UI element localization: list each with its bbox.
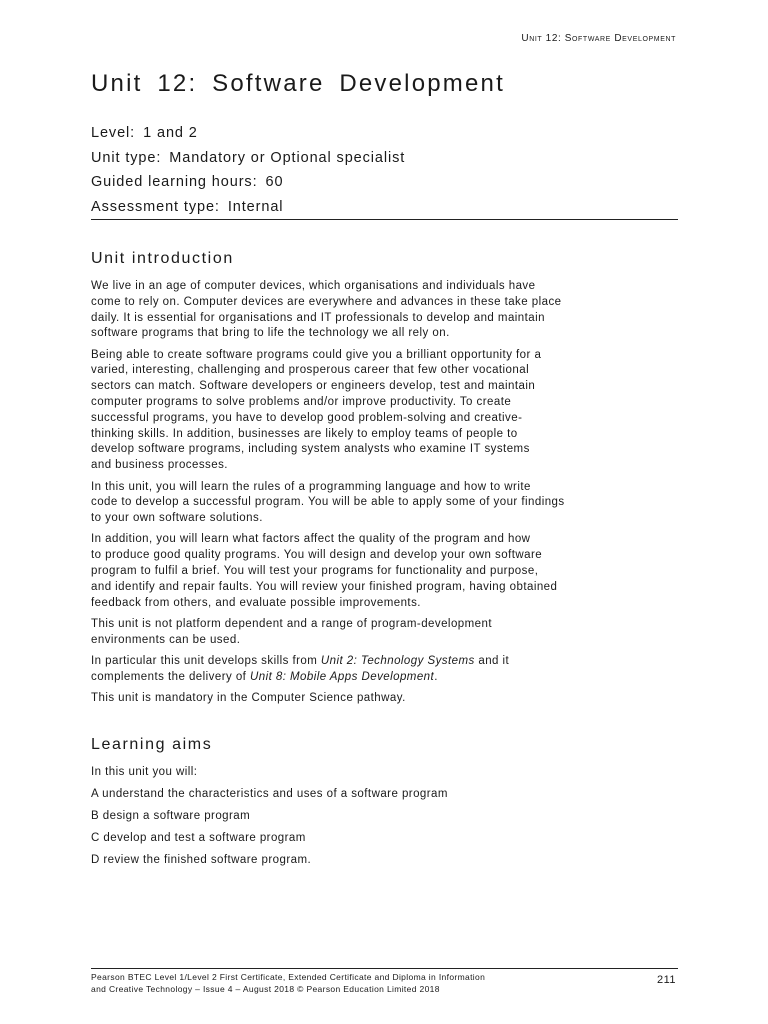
meta-value: Internal (227, 198, 284, 215)
intro-paragraph (91, 654, 681, 686)
text-line: successful programs, you have to develop good problem-solving and creative- (91, 411, 523, 424)
meta-value: 1 and 2 (143, 125, 198, 141)
learning-aim-item: B design a software program (91, 809, 251, 822)
intro-paragraph (91, 532, 681, 611)
text-line: We live in an age of computer devices, which organisations and individuals have (91, 280, 536, 292)
unit-introduction-heading: Unit introduction (91, 250, 234, 267)
footer-line: and Creative Technology – Issue 4 – August 2018 © Pearson Education Limited 2018 (91, 983, 440, 994)
unit-reference: Unit 2: Technology Systems (320, 655, 475, 668)
learning-aims-body (91, 765, 681, 875)
text-run: complements the delivery of (91, 670, 250, 683)
unit-meta-list (91, 124, 405, 222)
text-line: environments can be used. (91, 633, 241, 646)
text-line: In this unit, you will learn the rules of a programming language and how to write (91, 480, 531, 493)
text-line: to produce good quality programs. You will design and develop your own software (91, 549, 543, 562)
meta-unit-type (91, 149, 405, 174)
text-line (91, 670, 681, 686)
text-line: daily. It is essential for organisations and IT professionals to develop and maintain (91, 311, 545, 324)
learning-aim-item: A understand the characteristics and uses of a software program (91, 787, 448, 800)
text-line: program to fulfil a brief. You will test your programs for functionality and purpose, (91, 565, 539, 578)
text-run: and it (474, 655, 510, 668)
text-line (91, 654, 681, 670)
text-line: and business processes. (91, 459, 228, 472)
text-line: thinking skills. In addition, businesses are likely to employ teams of people to (91, 427, 518, 440)
meta-label: Unit type: (91, 149, 162, 166)
running-header: Unit 12: Software Development (521, 33, 676, 44)
footer-line: Pearson BTEC Level 1/Level 2 First Certificate, Extended Certificate and Diploma in Information (91, 972, 486, 982)
meta-level (91, 124, 405, 149)
unit-reference: Unit 8: Mobile Apps Development (249, 670, 435, 683)
meta-label: Guided learning hours: (91, 174, 258, 190)
page-title: Unit 12: Software Development (91, 70, 505, 97)
text-line: feedback from others, and evaluate possible improvements. (91, 596, 421, 609)
intro-paragraph (91, 617, 681, 649)
text-line: and identify and repair faults. You will review your finished program, having obtained (91, 580, 558, 593)
meta-value: 60 (265, 174, 284, 190)
text-line: sectors can match. Software developers or engineers develop, test and maintain (91, 380, 536, 393)
meta-guided-learning-hours (91, 173, 405, 198)
text-line: This unit is mandatory in the Computer Science pathway. (91, 692, 406, 705)
meta-label: Assessment type: (91, 198, 220, 215)
meta-label: Level: (91, 125, 136, 141)
learning-aims-list (91, 787, 681, 869)
text-line: code to develop a successful program. You will be able to apply some of your findings (91, 496, 565, 509)
text-line: In addition, you will learn what factors affect the quality of the program and how (91, 533, 531, 546)
learning-aims-heading: Learning aims (91, 736, 213, 753)
text-line: software programs that bring to life the technology we all rely on. (91, 327, 450, 340)
text-line: to your own software solutions. (91, 512, 263, 525)
text-line: develop software programs, including system analysts who examine IT systems (91, 443, 530, 456)
unit-introduction-body (91, 279, 681, 712)
title-divider (91, 219, 678, 220)
text-run: . (434, 670, 438, 683)
text-line: come to rely on. Computer devices are everywhere and advances in these take place (91, 295, 562, 308)
text-line: Being able to create software programs could give you a brilliant opportunity for a (91, 348, 542, 361)
text-line: computer programs to solve problems and/or improve productivity. To create (91, 396, 512, 409)
text-line: varied, interesting, challenging and prosperous career that few other vocational (91, 364, 530, 377)
intro-paragraph (91, 691, 681, 707)
footer-citation (91, 972, 485, 995)
text-line: This unit is not platform dependent and a range of program-development (91, 617, 492, 630)
intro-paragraph (91, 348, 681, 474)
text-run: In particular this unit develops skills from (91, 655, 321, 668)
learning-aims-lead: In this unit you will: (91, 766, 198, 778)
intro-paragraph (91, 279, 681, 342)
intro-paragraph (91, 480, 681, 527)
footer-divider (91, 968, 678, 969)
page-number: 211 (656, 974, 676, 986)
learning-aim-item: C develop and test a software program (91, 831, 306, 844)
learning-aim-item: D review the finished software program. (91, 853, 312, 866)
meta-value: Mandatory or Optional specialist (169, 149, 406, 166)
